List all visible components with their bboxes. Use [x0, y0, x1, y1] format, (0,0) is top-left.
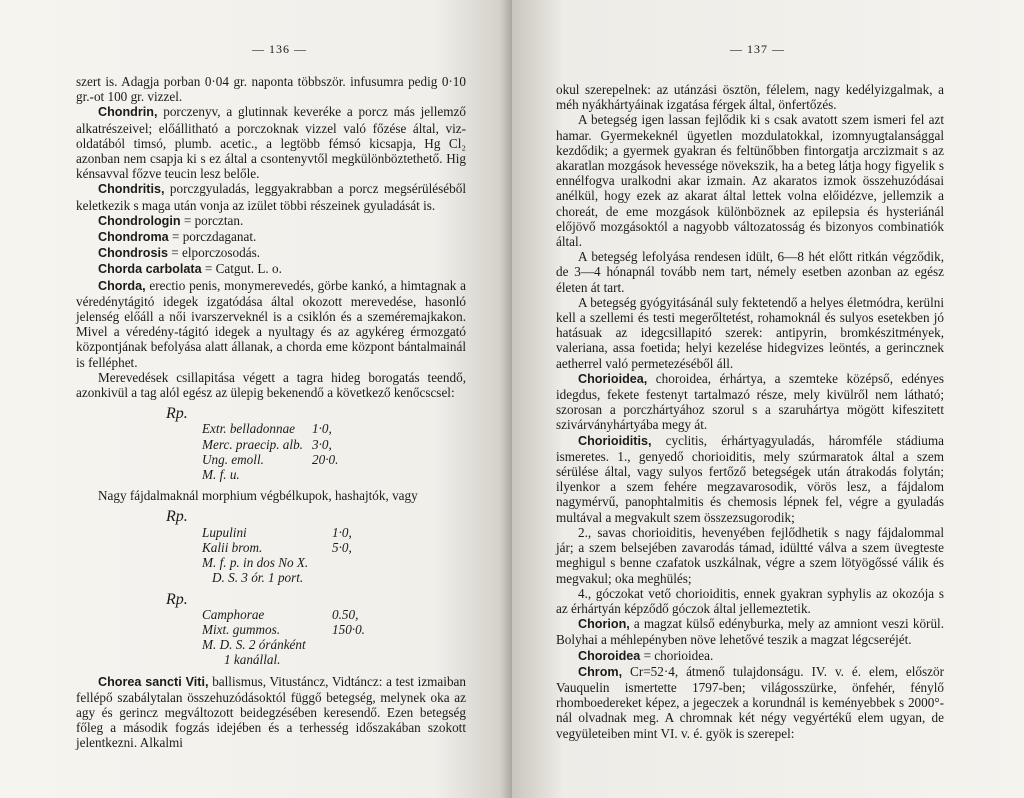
recipe-line — [202, 437, 466, 452]
entry-chorda — [76, 278, 466, 370]
entry-text: cyclitis, érhártyagyuladás, háromféle stádiuma ismeretes. 1., genyedő chorioiditis, mely szúrmaratok által a szem sérülése által, vagy sulyos fertőző betegségek után átrakodás folytán; ilyenkor a szem fehére megzavarosodik, vörös lesz, a fájdalom nagymérvű, panophtalmitis és chemosis lépnek fel, végre a gyuladás multával a megvakult szem összezsugorodik; — [556, 432, 944, 525]
paragraph-intro: szert is. Adagja porban 0·04 gr. naponta többször. infusumra pedig 0·10 gr.-ot 100 gr. vizzel. — [76, 74, 466, 105]
right-page-text — [556, 82, 944, 741]
ingredient: Ung. emoll. — [202, 451, 264, 467]
ingredient: Camphorae — [202, 606, 265, 622]
recipe-3 — [76, 607, 466, 668]
headword: Chorion, — [578, 617, 630, 632]
amount: 5·0, — [332, 539, 352, 555]
amount: 3·0, — [312, 436, 332, 452]
recipe-line — [202, 540, 466, 555]
recipe-line — [202, 467, 466, 482]
ingredient: Lupulini — [202, 524, 247, 540]
entry-text: = chorioidea. — [640, 647, 714, 663]
recipe-2 — [76, 525, 466, 586]
headword: Choroidea — [578, 648, 641, 663]
entry-text: porczgyuladás, leggyakrabban a porcz megsérüléséből keletkezik s maga után vonja az izület többi részeinek gyuladását is. — [76, 181, 466, 213]
recipe-line — [202, 652, 466, 667]
entry-text: = porczdaganat. — [168, 229, 257, 245]
entry-chorioiditis — [556, 433, 944, 525]
entry-chorda-carbolata — [76, 261, 466, 277]
paragraph: A betegség igen lassan fejlődik ki s csak avatott szem ismeri fel azt hamar. Gyermekeknél ügyetlen mozdulatokkal, izomnyugtalansággal kezdődik; a gyermek gyakran és feltünőbben fintorgatja arczizmait s az akaratlan mozgások hevessége növekszik, ha a beteg látja hogy figyelik s ennélfogva uralkodni akar izmain. Az akaratos izmok összehuzódásai anélkül, hogy ezek az akarat által lettek volna előidézve, jellemzik a choreát, de eme mozgások különböznek az epilepsia és hysteriánál előjövő mozgásoktól a nagyobb változatosság és bizonyos combinatiók által. — [556, 112, 944, 250]
paragraph: okul szerepelnek: az utánzási ösztön, félelem, nagy kedélyizgalmak, a méh nyákhártyáinak izgatása férgek által, önfertőzés. — [556, 82, 944, 113]
ingredient: Kalii brom. — [202, 539, 263, 555]
ingredient: M. f. p. in dos No X. — [202, 555, 309, 571]
entry-chondritis — [76, 181, 466, 212]
recipe-line — [202, 637, 466, 652]
headword: Chondroma — [98, 230, 169, 245]
entry-text: porczenyv, a glutinnak keveréke a porcz más jellemző alkatrészeivel; előállitható a porczoknak vizzel való főzése által, viz-oldatából timsó, plumb. acetic., a legtöbb fémsó kicsapja, Hg Cl₂ azonban nem csapja ki s ez által a csontenyvtől megkülönböztethető. Hig kénsavval főzve teucin lesz belőle. — [76, 104, 466, 182]
entry-chondrologin — [76, 213, 466, 229]
headword: Chorioiditis, — [578, 433, 652, 448]
recipe-line — [202, 525, 466, 540]
right-page — [512, 0, 1024, 798]
headword: Chorda, — [98, 278, 146, 293]
entry-text: erectio penis, monymerevedés, görbe kankó, a himtagnak a véredénytágitó idegek izgatódása által okozott merevedése, hasonló jelenség előáll a női ivarszerveknél is a csiklón és a szeméremajkakon. Mivel a véredény-tágitó idegek a nyultagy és az agykéreg érmozgató központjának befolyása alatt állanak, a chorda eme központ bántalmainál is felléphet. — [76, 277, 466, 370]
headword: Chondritis, — [98, 182, 165, 197]
entry-text: = porcztan. — [180, 212, 244, 228]
ingredient: Merc. praecip. alb. — [202, 436, 303, 452]
recipe-label: Rp. — [166, 590, 188, 608]
recipe-line — [202, 452, 466, 467]
entry-chondrosis — [76, 245, 466, 261]
headword: Chorda carbolata — [98, 262, 202, 277]
headword: Chorea sancti Viti, — [98, 674, 209, 689]
recipe-1 — [76, 421, 466, 482]
headword: Chondrologin — [98, 213, 181, 228]
entry-text: ballismus, Vitustáncz, Vidtáncz: a test izmaiban fellépő szabálytalan összehuzódásoktól függő betegség, melynek oka az agy és gerincz megváltozott beidegzésében keresendő. Ezen betegség főleg a második fogzás idejében és a terhesség időszakában szokott jelentkezni. Alkalmi — [76, 673, 466, 751]
entry-chondroma — [76, 229, 466, 245]
recipe-label: Rp. — [166, 508, 188, 526]
amount: 0.50, — [332, 606, 359, 622]
entry-chorion — [556, 616, 944, 647]
recipe-line — [202, 622, 466, 637]
headword: Chondrin, — [98, 105, 158, 120]
amount: 1·0, — [312, 421, 332, 437]
left-page-text — [76, 74, 466, 751]
amount: 20·0. — [312, 451, 339, 467]
headword: Chorioidea, — [578, 371, 648, 386]
page-number-right: — 137 — — [730, 42, 785, 56]
amount: 1·0, — [332, 524, 352, 540]
ingredient: Mixt. gummos. — [202, 621, 281, 637]
entry-text: Cr=52·4, átmenő tulajdonságu. IV. v. é. elem, először Vauquelin ismertette 1797-ben; világosszürke, önfehér, fénylő rhomboedereket képez, a jegeczek a korundnál is keményebbek s 2000°-nál olvadnak meg. A chromnak két négy vegyértékű elem ugyan, de vegyületeiben mint VI. v. é. gyök is szerepel: — [556, 663, 944, 741]
recipe-line — [202, 570, 466, 585]
paragraph: 2., savas chorioiditis, hevenyében fejlődhetik s nagy fájdalommal jár; a szem belsejében zavarodás támad, idültté válva a szem üvegteste meghigul s benne czafatok uszkálnak, végre a szem lötyögőssé válik és megvakul; oka meghülés; — [556, 524, 944, 586]
entry-chondrin — [76, 104, 466, 181]
entry-text: a magzat külső edényburka, mely az amniont veszi körül. Bolyhai a méhlepényben növe lehetővé teszik a magzat légcseréjét. — [556, 616, 944, 648]
paragraph: 4., góczokat vető chorioiditis, ennek gyakran syphylis az okozója s az érhártyán képződő góczok által jellemeztetik. — [556, 585, 944, 616]
ingredient: M. D. S. 2 óránként — [202, 637, 306, 653]
entry-text: = elporczosodás. — [167, 245, 260, 261]
page-number-left: — 136 — — [252, 42, 307, 56]
entry-chorioidea — [556, 371, 944, 433]
ingredient: 1 kanállal. — [224, 652, 281, 668]
amount: 150·0. — [332, 621, 365, 637]
recipe-line — [202, 607, 466, 622]
recipe-line — [202, 421, 466, 436]
paragraph-merevedesek: Merevedések csillapitása végett a tagra hideg borogatás teendő, azonkivül a tag alól egész az ülepig bekenendő a következő kenőcscsel: — [76, 369, 466, 401]
paragraph-nagy: Nagy fájdalmaknál morphium végbélkupok, hashajtók, vagy — [98, 488, 418, 504]
entry-choroidea — [556, 648, 944, 664]
recipe-line — [202, 555, 466, 570]
entry-text: = Catgut. L. o. — [201, 261, 282, 277]
entry-text: choroidea, érhártya, a szemteke középső, edényes idegdus, fekete festenyt tartalmazó része, mely kivülről nem látható; szorosan a porczhártyához szorul s a szaruhártya mögött kifeszitett szivárványhártyába megy át. — [556, 370, 944, 433]
paragraph: A betegség gyógyitásánál suly fektetendő a helyes életmódra, kerülni kell a szellemi és testi megerőltetést, rohamoknál és sulyos esetekben jó hatásuak az idegcsillapitó szerek: antipyrin, bromkészitmények, valeriana, assa foetida; helyi kezelése hidegvizes leöntés, a gerincznek aetherrel való permetezéséből áll. — [556, 294, 944, 371]
ingredient: Extr. belladonnae — [202, 421, 296, 437]
headword: Chondrosis — [98, 246, 168, 261]
recipe-label: Rp. — [166, 405, 188, 423]
paragraph: A betegség lefolyása rendesen idült, 6—8 hét előtt ritkán végződik, de 3—4 hónapnál tovább nem tart, némely esetben azonban az egész életen át tart. — [556, 249, 944, 295]
ingredient: M. f. u. — [202, 467, 240, 483]
headword: Chrom, — [578, 664, 623, 679]
ingredient: D. S. 3 ór. 1 port. — [212, 570, 304, 586]
entry-chorea — [76, 674, 466, 751]
entry-chrom — [556, 664, 944, 741]
